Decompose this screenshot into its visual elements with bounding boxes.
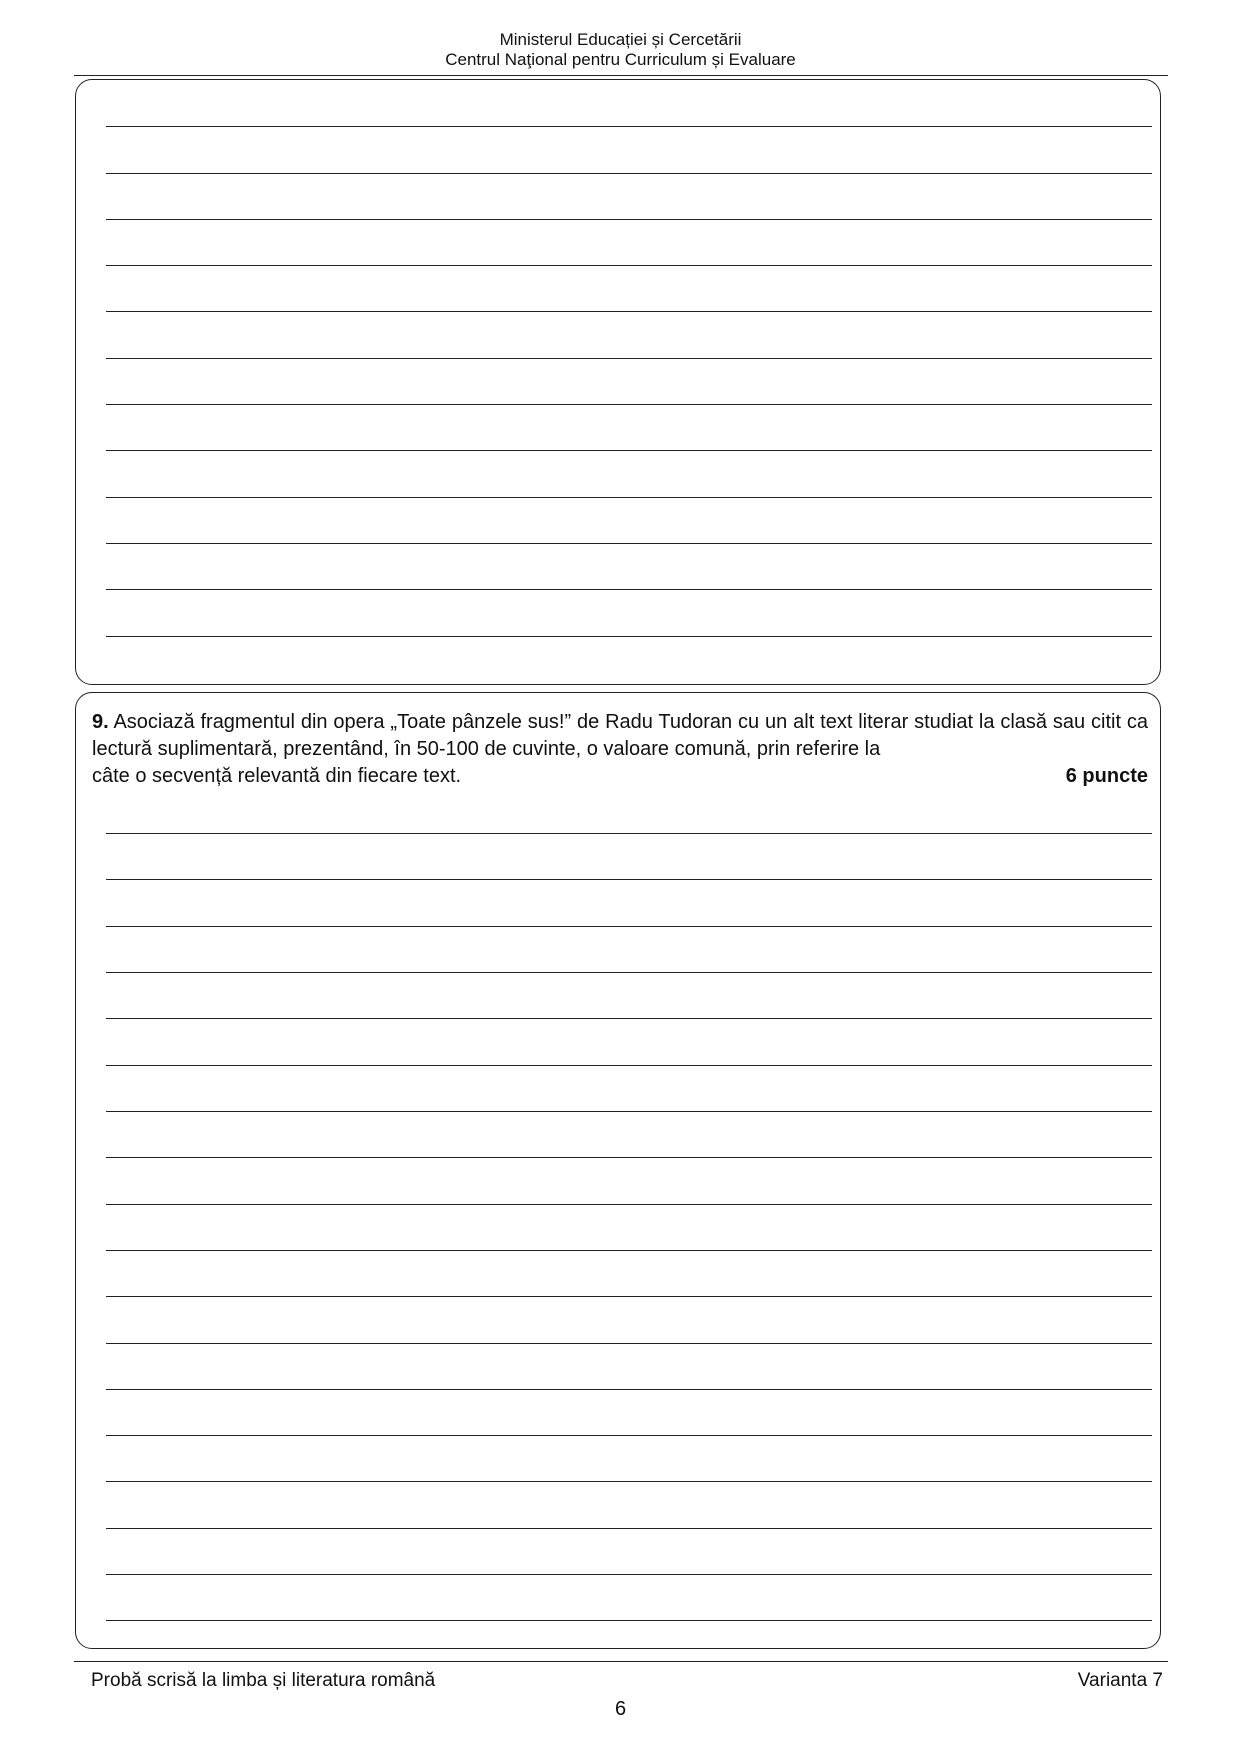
footer-divider <box>74 1661 1168 1662</box>
answer-line[interactable] <box>106 1296 1152 1297</box>
answer-line[interactable] <box>106 1018 1152 1019</box>
answer-line[interactable] <box>106 450 1152 451</box>
answer-line[interactable] <box>106 879 1152 880</box>
answer-line[interactable] <box>106 404 1152 405</box>
ministry-name: Ministerul Educației și Cercetării <box>499 30 742 49</box>
question-points: 6 puncte <box>1065 765 1148 787</box>
answer-line[interactable] <box>106 543 1152 544</box>
answer-line[interactable] <box>106 1481 1152 1482</box>
answer-line[interactable] <box>106 972 1152 973</box>
answer-line[interactable] <box>106 1620 1152 1621</box>
page-header <box>0 30 1241 70</box>
answer-line[interactable] <box>106 1204 1152 1205</box>
header-divider <box>74 75 1168 76</box>
answer-line[interactable] <box>106 1528 1152 1529</box>
answer-line[interactable] <box>106 1435 1152 1436</box>
question-prompt-end: câte o secvență relevantă din fiecare text. <box>92 765 462 787</box>
answer-line[interactable] <box>106 1111 1152 1112</box>
answer-box-previous[interactable] <box>75 79 1161 685</box>
answer-line[interactable] <box>106 589 1152 590</box>
footer-subject: Probă scrisă la limba și literatura română <box>91 1670 436 1691</box>
question-prompt: Asociază fragmentul din opera „Toate pânzele sus!” de Radu Tudoran cu un alt text literar studiat la clasă sau citit ca lectură suplimentară, prezentând, în 50-100 de cuvinte, o valoare comună, prin referire la <box>92 711 1148 760</box>
answer-line[interactable] <box>106 265 1152 266</box>
answer-line[interactable] <box>106 1065 1152 1066</box>
page-number: 6 <box>614 1698 627 1720</box>
answer-line[interactable] <box>106 926 1152 927</box>
answer-line[interactable] <box>106 1574 1152 1575</box>
question-number: 9. <box>92 711 109 733</box>
answer-line[interactable] <box>106 1157 1152 1158</box>
answer-line[interactable] <box>106 126 1152 127</box>
answer-line[interactable] <box>106 1343 1152 1344</box>
question-9-text <box>92 709 1148 790</box>
answer-line[interactable] <box>106 219 1152 220</box>
question-9-box <box>75 692 1161 1649</box>
answer-line[interactable] <box>106 636 1152 637</box>
footer-variant: Varianta 7 <box>1077 1670 1163 1691</box>
answer-line[interactable] <box>106 311 1152 312</box>
answer-line[interactable] <box>106 358 1152 359</box>
answer-line[interactable] <box>106 1250 1152 1251</box>
answer-line[interactable] <box>106 1389 1152 1390</box>
answer-line[interactable] <box>106 173 1152 174</box>
center-name: Centrul Naţional pentru Curriculum și Evaluare <box>445 50 796 69</box>
answer-line[interactable] <box>106 497 1152 498</box>
answer-line[interactable] <box>106 833 1152 834</box>
